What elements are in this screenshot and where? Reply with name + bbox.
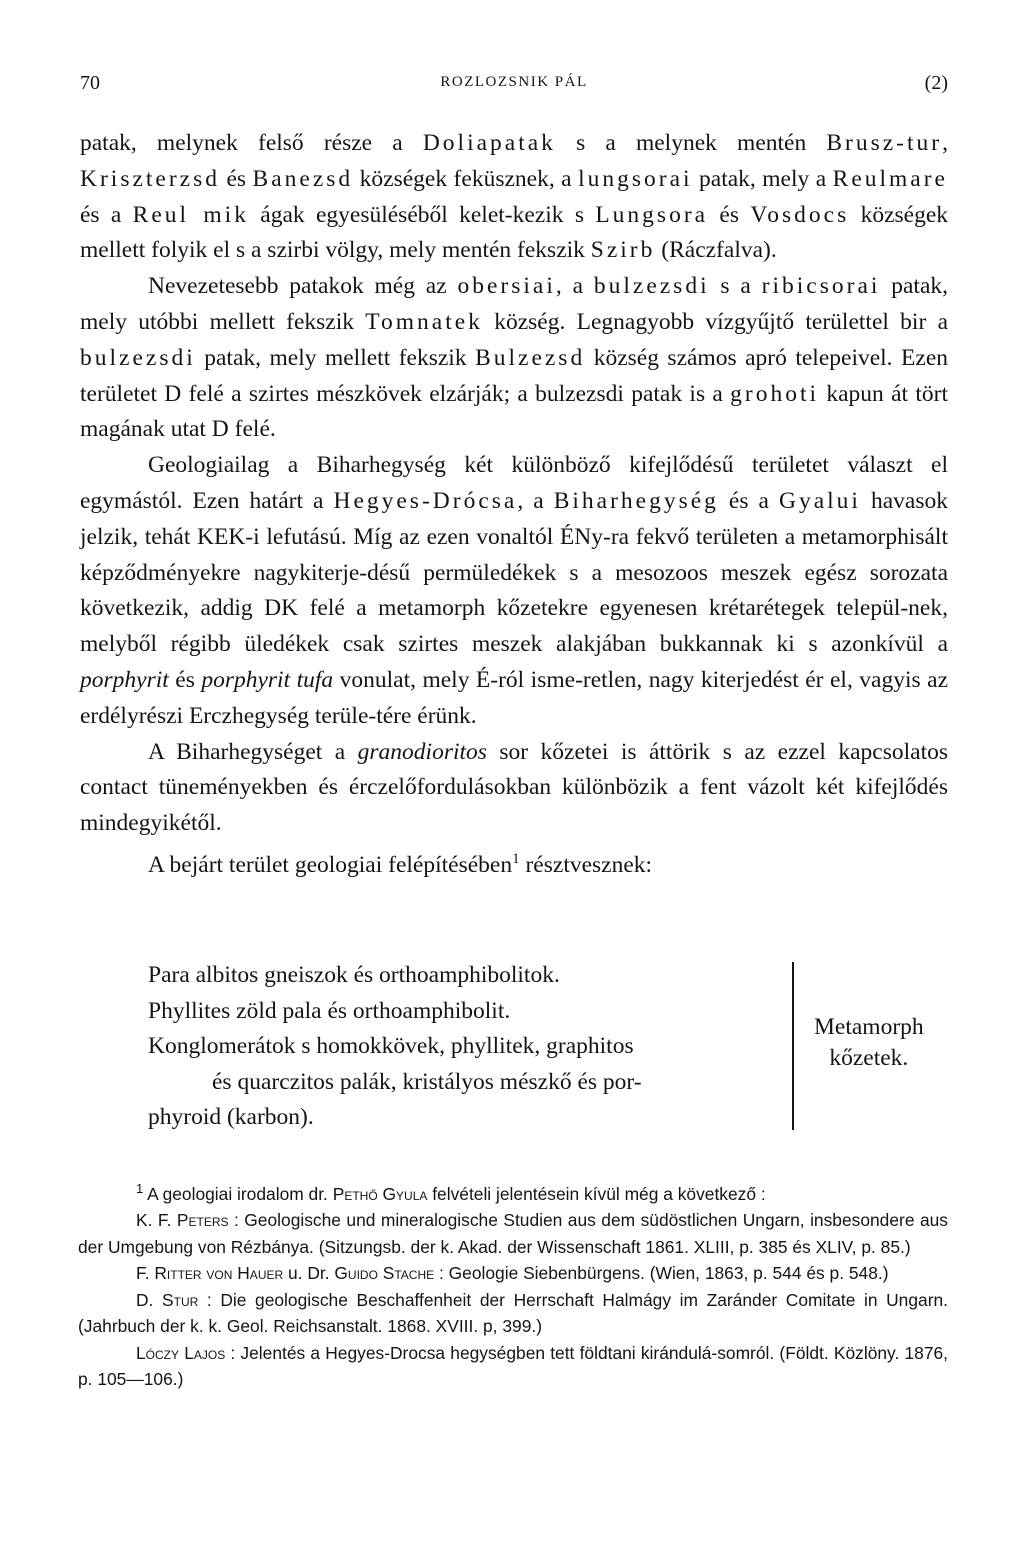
paragraph-2: Nevezetesebb patakok még az obersiai, a bulzezsdi s a ribicsorai patak, mely utóbbi mellett fekszik Tomnatek község. Legnagyobb vízgyűjtő területtel bir a bulzezsdi patak, mely mellett fekszik Bulzezsd község számos apró telepeivel. Ezen területet D felé a szirtes mészkövek elzárják; a bulzezsdi patak is a grohoti kapun át tört magának utat D felé.	[80, 273, 949, 443]
paragraph-3: Geologiailag a Biharhegység két különböző kifejlődésű területet választ el egymástól. Ezen határt a Hegyes-Drócsa, a Biharhegység és a Gyalui havasok jelzik, tehát KEK-i lefutású. Míg az ezen vonaltól ÉNy-ra fekvő területen a metamorphisált képződményekre nagykiterje-désű permüledékek s a mesozoos meszek egész sorozata következik, addig DK felé a metamorph kőzetekre egyenesen krétarétegek települ-nek, melyből régibb üledékek csak szirtes meszek alakjában bukkannak ki s azonkívül a porphyrit és porphyrit tufa vonulat, mely É-ról isme-retlen, nagy kiterjedést ér el, vagyis az erdélyrészi Erczhegység terüle-tére érünk.	[80, 452, 948, 729]
footnote-reference: F. Ritter von Hauer u. Dr. Guido Stache : Geologie Siebenbürgens. (Wien, 1863, p. 544 és p. 548.)	[136, 1263, 889, 1284]
running-header	[80, 72, 948, 100]
body-text	[80, 126, 948, 884]
footnote-reference: D. Stur : Die geologische Beschaffenheit der Herrschaft Halmágy im Zaránder Comitate in Ungarn. (Jahrbuch der k. k. Geol. Reichsanstalt. 1868. XVIII. p, 399.)	[78, 1289, 948, 1337]
list-item: Phyllites zöld pala és orthoamphibolit.	[148, 997, 511, 1024]
grouping-bracket	[792, 962, 798, 1130]
list-item: Para albitos gneiszok és orthoamphibolitok.	[148, 962, 560, 988]
running-title: ROZLOZSNIK PÁL	[440, 74, 588, 90]
paragraph-5: A bejárt terület geologiai felépítésében$^1$ résztvesznek:	[148, 850, 653, 878]
rock-list-block	[148, 958, 948, 1132]
group-label: Metamorph kőzetek.	[814, 1014, 924, 1071]
list-item-continuation: és quarczitos palák, kristályos mészkő és por-	[212, 1068, 642, 1095]
paragraph-1: patak, melynek felső része a Doliapatak s a melynek mentén Brusz-tur, Kriszterzsd és Banezsd községek feküsznek, a lungsorai patak, mely a Reulmare és a Reul mik ágak egyesüléséből kelet-kezik s Lungsora és Vosdocs községek mellett folyik el s a szirbi völgy, mely mentén fekszik Szirb (Ráczfalva).	[80, 130, 948, 264]
footnotes	[78, 1176, 948, 1393]
footnote-1: $^1$ A geologiai irodalom dr. Pethő Gyula felvételi jelentésein kívül még a következő :	[136, 1181, 766, 1204]
footnote-marker: 1	[512, 850, 520, 867]
footnote-reference: K. F. Peters : Geologische und mineralogische Studien aus dem südöstlichen Ungarn, insbesondere aus der Umgebung von Rézbánya. (Sitzungsb. der k. Akad. der Wissenschaft 1861. XLIII, p. 385 és XLIV, p. 85.)	[78, 1210, 948, 1257]
section-number: (2)	[924, 72, 948, 94]
page-number: 70	[80, 72, 100, 94]
list-item-continuation: phyroid (karbon).	[148, 1104, 314, 1131]
rock-list	[148, 958, 784, 1136]
paragraph-4: A Biharhegységet a granodioritos sor kőzetei is áttörik s az ezzel kapcsolatos contact tüneményekben és érczelőfordulásokban különbözik a fent vázolt két kifejlődés mindegyikétől.	[80, 738, 948, 837]
list-item: Konglomerátok s homokkövek, phyllitek, graphitos	[148, 1033, 634, 1060]
footnote-reference: Lóczy Lajos : Jelentés a Hegyes-Drocsa hegységben tett földtani kirándulá-somról. (Földt. Közlöny. 1876, p. 105—106.)	[78, 1342, 948, 1390]
